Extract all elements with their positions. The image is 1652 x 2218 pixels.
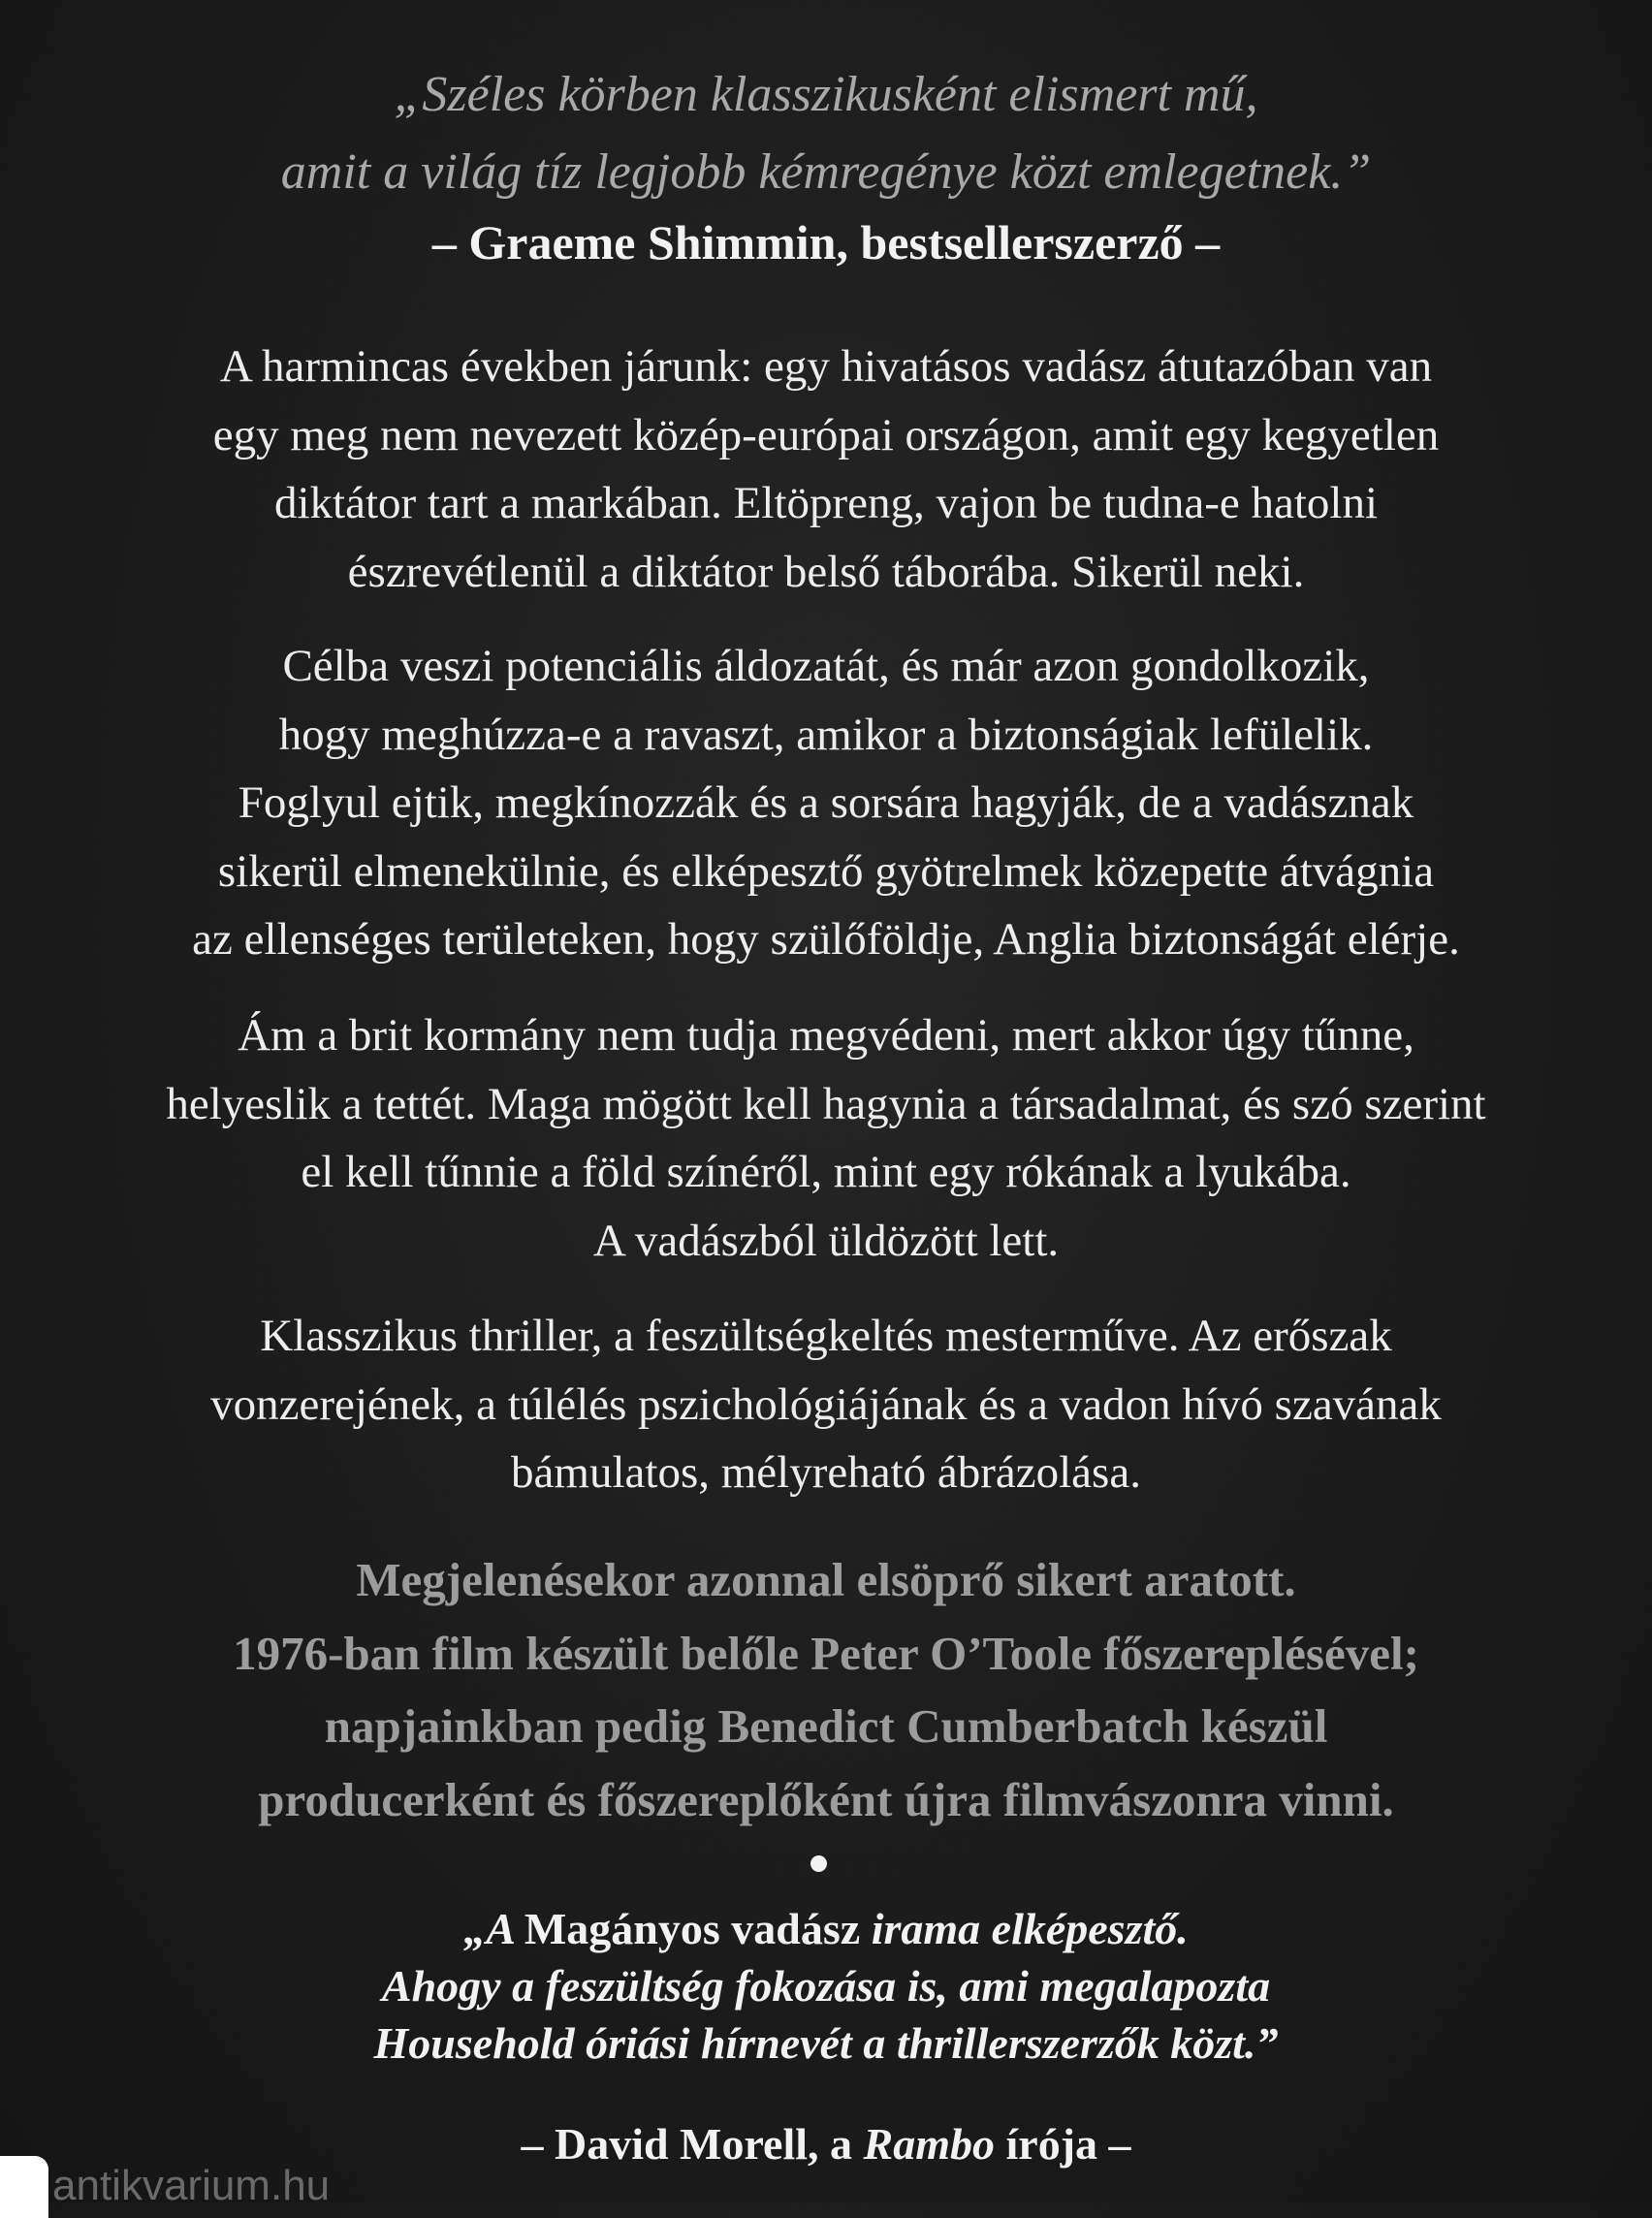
quote-open: „A [463, 1904, 514, 1953]
paragraph-line: Foglyul ejtik, megkínozzák és a sorsára hagyják, de a vadásznak [238, 777, 1414, 828]
paragraph-line: helyeslik a tettét. Maga mögött kell hagynia a társadalmat, és szó szerint [166, 1078, 1486, 1129]
synopsis-paragraph-3 [39, 1001, 1613, 1275]
bottom-blurb-quote [39, 1900, 1613, 2072]
paragraph-line: az ellenséges területeken, hogy szülőföldje, Anglia biztonságát elérje. [192, 914, 1460, 965]
paragraph-line: diktátor tart a markában. Eltöpreng, vajon be tudna-e hatolni [273, 478, 1379, 528]
paragraph-line: Célba veszi potenciális áldozatát, és már azon gondolkozik, [282, 641, 1370, 691]
bottom-quote-line-3 [39, 2014, 1613, 2072]
book-title: Magányos vadász [524, 1904, 861, 1953]
attribution-suffix: írója – [1005, 2119, 1131, 2169]
paragraph-line: producerként és főszereplőként újra filmvászonra vinni. [258, 1772, 1394, 1826]
watermark [0, 2150, 368, 2218]
top-quote-line: „Széles körben klasszikusként elismert mű, [394, 67, 1258, 122]
bottom-quote-line-2: Ahogy a feszültség fokozása is, ami megalapozta [381, 1961, 1271, 2011]
paragraph-line: 1976-ban film készült belőle Peter O’Toole főszereplésével; [233, 1626, 1419, 1680]
paragraph-line: észrevétlenül a diktátor belső táborába. Sikerül neki. [347, 546, 1305, 597]
top-blurb-quote [39, 56, 1613, 211]
synopsis-paragraph-4 [39, 1302, 1613, 1507]
top-quote-attribution: – Graeme Shimmin, bestsellerszerző – [431, 215, 1221, 269]
rambo-title: Rambo [863, 2119, 996, 2169]
author-name: Household [373, 2018, 575, 2068]
synopsis-paragraph-1 [39, 333, 1613, 606]
top-quote-line: amit a világ tíz legjobb kémregénye közt emlegetnek.” [280, 144, 1372, 200]
film-adaptation-paragraph [39, 1543, 1613, 1836]
paragraph-line: sikerül elmenekülnie, és elképesztő gyötrelmek közepette átvágnia [217, 845, 1435, 897]
paragraph-line: vonzerejének, a túlélés pszichológiájának és a vadon hívó szavának [210, 1378, 1442, 1430]
paragraph-line: el kell tűnnie a föld színéről, mint egy rókának a lyukába. [301, 1147, 1351, 1197]
synopsis-paragraph-2 [39, 632, 1613, 974]
paragraph-line: A vadászból üldözött lett. [592, 1215, 1060, 1266]
bottom-quote-line-1 [39, 1900, 1613, 1957]
attribution-prefix: – David Morell, a [521, 2119, 853, 2169]
paragraph-line: Klasszikus thriller, a feszültségkeltés mesterműve. Az erőszak [260, 1311, 1392, 1361]
paragraph-line: hogy meghúzza-e a ravaszt, amikor a biztonságiak lefülelik. [278, 709, 1374, 760]
paragraph-line: bámulatos, mélyreható ábrázolása. [511, 1447, 1141, 1498]
quote-text: irama elképesztő. [871, 1904, 1189, 1953]
paragraph-line: Megjelenésekor azonnal elsöprő sikert aratott. [356, 1553, 1296, 1606]
separator-bullet [810, 1855, 827, 1872]
quote-text: óriási hírnevét a thrillerszerzők közt.” [586, 2018, 1279, 2068]
paragraph-line: A harmincas években járunk: egy hivatásos vadász átutazóban van [219, 341, 1433, 392]
sticker-tab [0, 2156, 48, 2218]
paragraph-line: napjainkban pedig Benedict Cumberbatch készül [324, 1699, 1328, 1753]
watermark-text: antikvarium.hu [52, 2162, 331, 2209]
paragraph-line: egy meg nem nevezett közép-európai országon, amit egy kegyetlen [212, 409, 1440, 460]
paragraph-line: Ám a brit kormány nem tudja megvédeni, mert akkor úgy tűnne, [238, 1010, 1414, 1061]
